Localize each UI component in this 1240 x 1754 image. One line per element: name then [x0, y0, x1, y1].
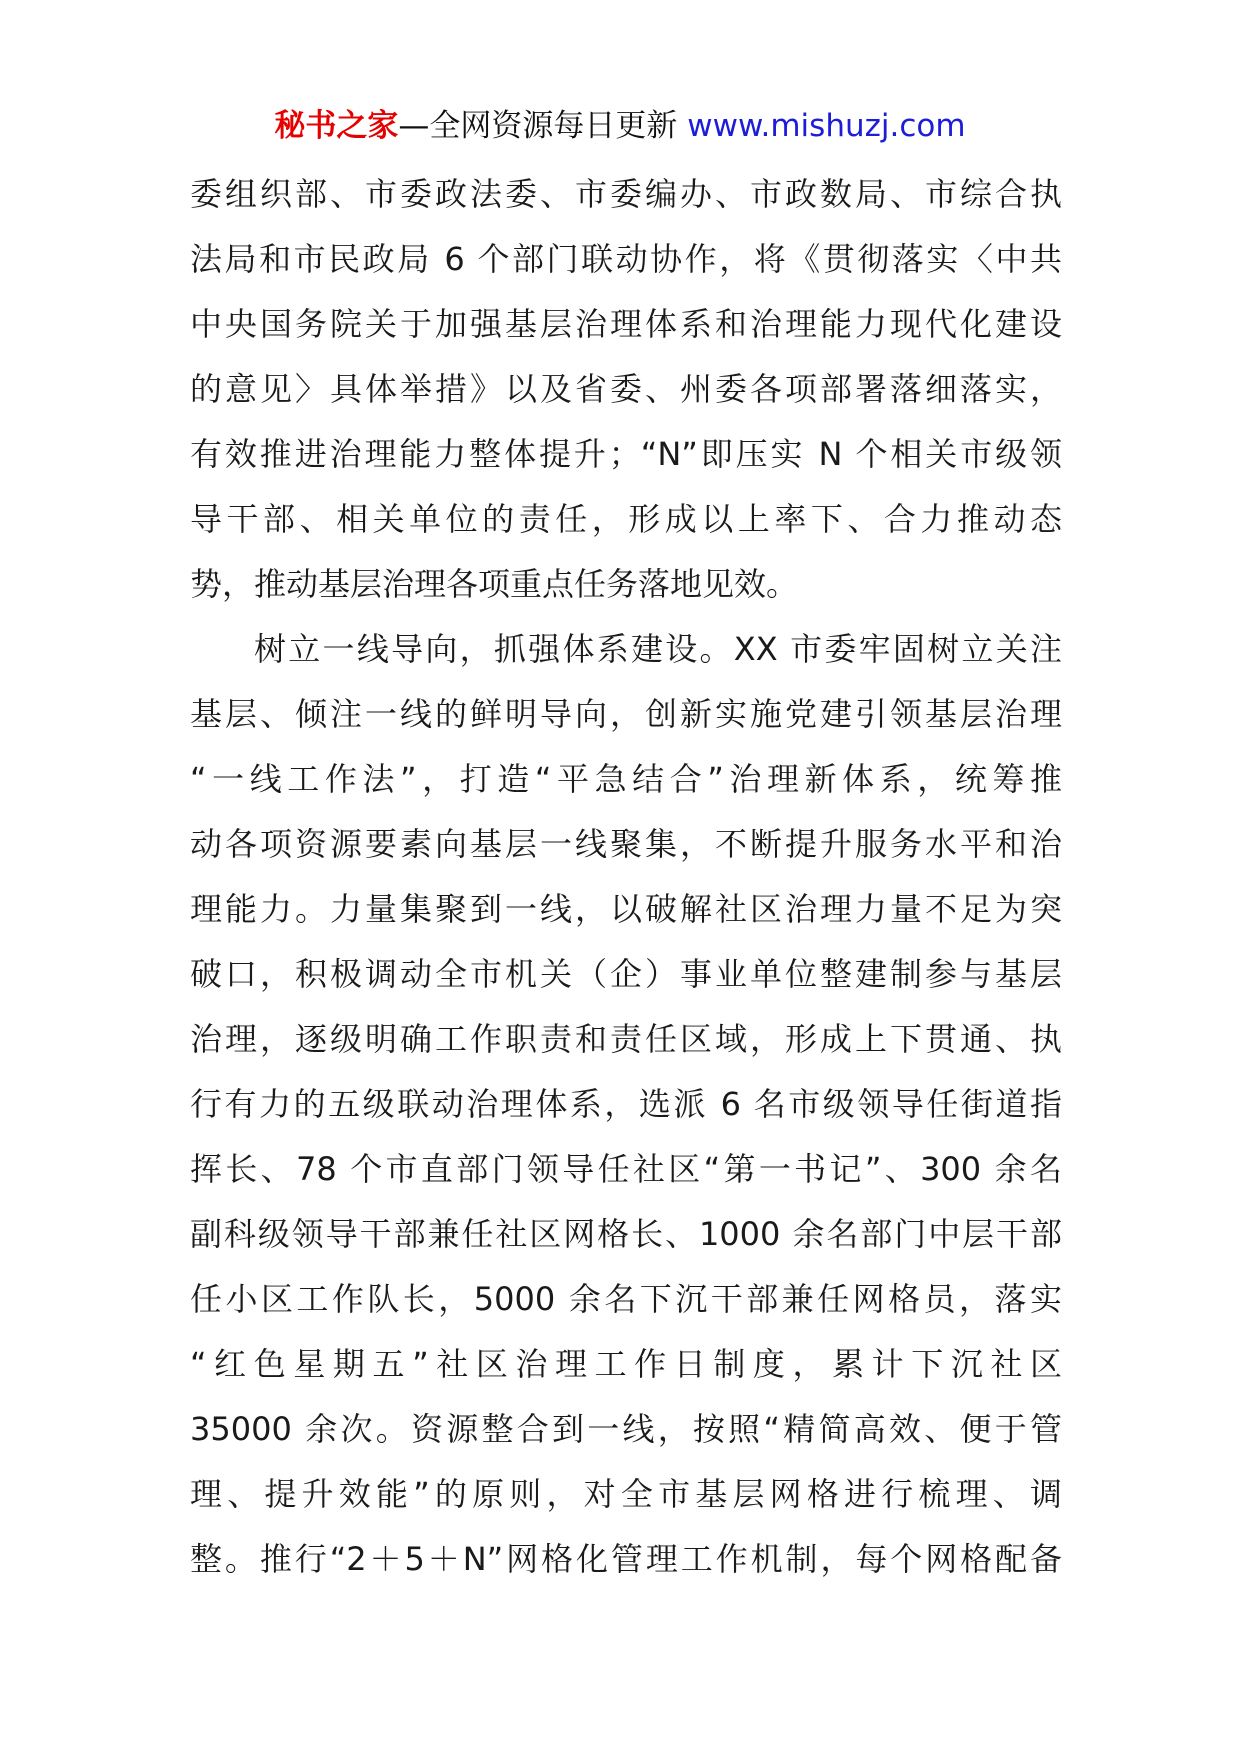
text-line: 树立一线导向，抓强体系建设。XX 市委牢固树立关注 — [254, 630, 1062, 668]
text-line: “一线工作法”，打造“平急结合”治理新体系，统筹推 — [190, 760, 1062, 798]
text-line: 中央国务院关于加强基层治理体系和治理能力现代化建设 — [190, 305, 1062, 343]
text-line: 有效推进治理能力整体提升；“N”即压实 N 个相关市级领 — [190, 435, 1062, 473]
paragraph-1 — [190, 162, 1062, 617]
text-line: 理、提升效能”的原则，对全市基层网格进行梳理、调 — [190, 1475, 1062, 1513]
text-line: 副科级领导干部兼任社区网格长、1000 余名部门中层干部 — [190, 1215, 1062, 1253]
text-line: 势，推动基层治理各项重点任务落地见效。 — [190, 565, 799, 603]
text-line: “红色星期五”社区治理工作日制度，累计下沉社区 — [190, 1345, 1062, 1383]
text-line: 导干部、相关单位的责任，形成以上率下、合力推动态 — [190, 500, 1062, 538]
page-header — [0, 104, 1240, 148]
text-line: 的意见〉具体举措》以及省委、州委各项部署落细落实， — [190, 370, 1062, 408]
brand-name: 秘书之家 — [274, 108, 399, 144]
text-line: 挥长、78 个市直部门领导任社区“第一书记”、300 余名 — [190, 1150, 1062, 1188]
text-line: 治理，逐级明确工作职责和责任区域，形成上下贯通、执 — [190, 1020, 1062, 1058]
text-line: 委组织部、市委政法委、市委编办、市政数局、市综合执 — [190, 175, 1062, 213]
paragraph-2 — [190, 617, 1062, 1592]
text-line: 任小区工作队长，5000 余名下沉干部兼任网格员，落实 — [190, 1280, 1062, 1318]
text-line: 35000 余次。资源整合到一线，按照“精简高效、便于管 — [190, 1410, 1062, 1448]
text-line: 行有力的五级联动治理体系，选派 6 名市级领导任街道指 — [190, 1085, 1062, 1123]
text-line: 整。推行“2＋5＋N”网格化管理工作机制，每个网格配备 — [190, 1540, 1062, 1578]
text-line: 破口，积极调动全市机关（企）事业单位整建制参与基层 — [190, 955, 1062, 993]
body-text — [190, 162, 1062, 1592]
text-line: 理能力。力量集聚到一线，以破解社区治理力量不足为突 — [190, 890, 1062, 928]
header-tagline: —全网资源每日更新 — [398, 108, 678, 144]
text-line: 基层、倾注一线的鲜明导向，创新实施党建引领基层治理 — [190, 695, 1062, 733]
website-link[interactable]: www.mishuzj.com — [687, 108, 966, 144]
text-line: 动各项资源要素向基层一线聚集，不断提升服务水平和治 — [190, 825, 1062, 863]
text-line: 法局和市民政局 6 个部门联动协作，将《贯彻落实〈中共 — [190, 240, 1062, 278]
